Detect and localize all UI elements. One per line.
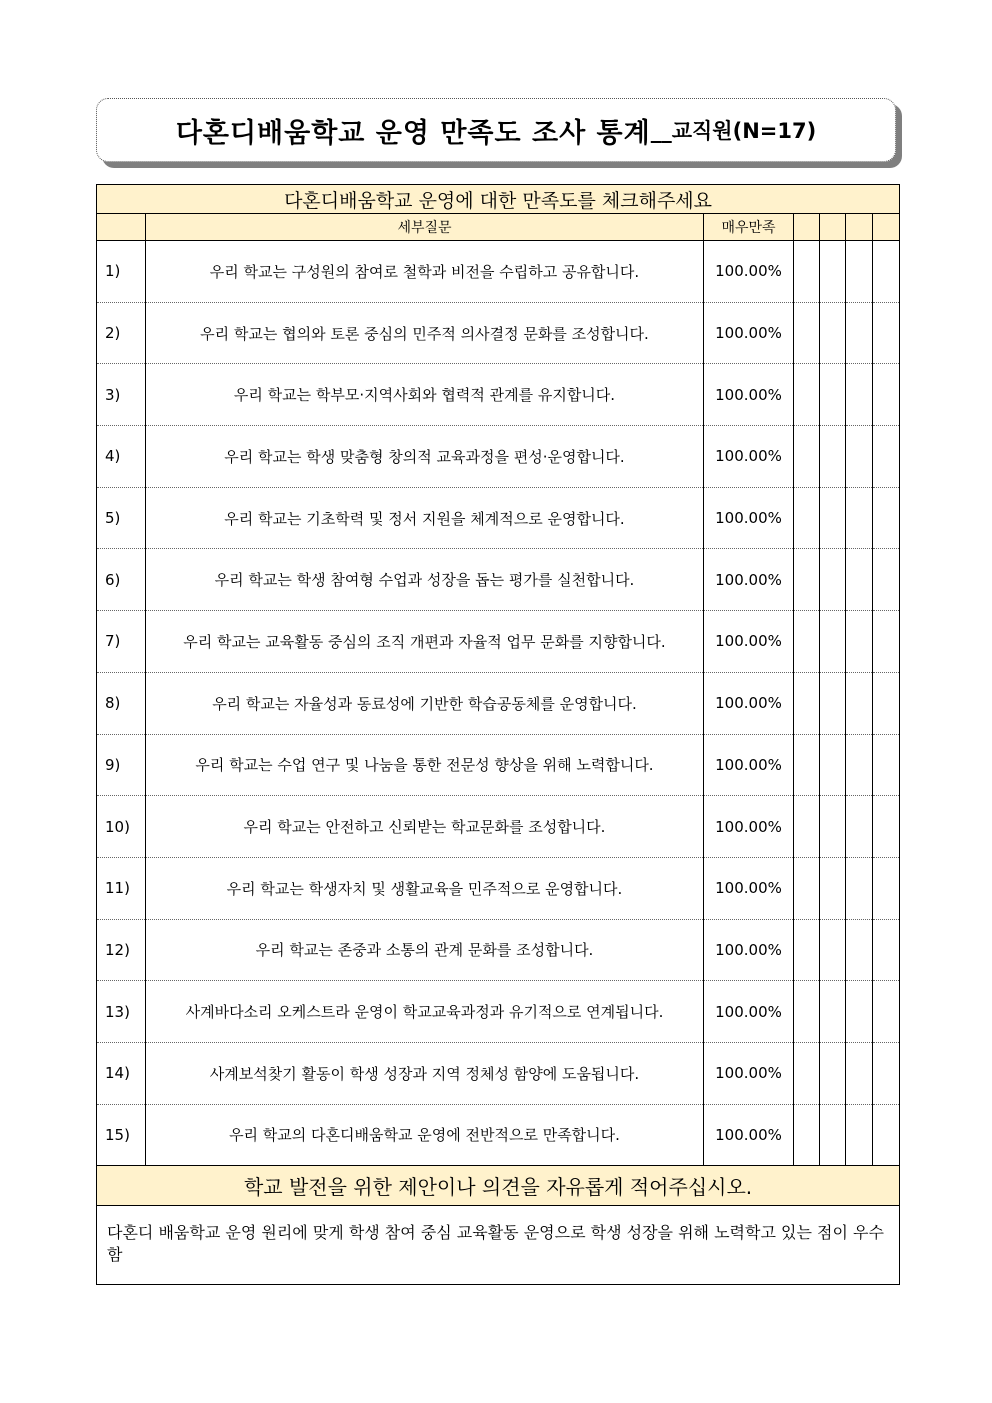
row-percentage: 100.00%	[704, 611, 794, 673]
row-empty-cell	[846, 302, 873, 364]
row-empty-cell	[873, 611, 900, 673]
row-empty-cell	[820, 241, 846, 303]
row-percentage: 100.00%	[704, 734, 794, 796]
row-empty-cell	[873, 672, 900, 734]
row-empty-cell	[794, 241, 820, 303]
row-number: 4)	[97, 426, 146, 488]
row-number: 13)	[97, 981, 146, 1043]
row-percentage: 100.00%	[704, 302, 794, 364]
table-row	[97, 241, 900, 303]
row-empty-cell	[820, 981, 846, 1043]
row-empty-cell	[846, 672, 873, 734]
table-row	[97, 549, 900, 611]
row-number: 1)	[97, 241, 146, 303]
row-empty-cell	[794, 611, 820, 673]
table-row	[97, 487, 900, 549]
header-question: 세부질문	[146, 214, 704, 241]
row-empty-cell	[820, 857, 846, 919]
table-row	[97, 857, 900, 919]
comment-text: 다혼디 배움학교 운영 원리에 맞게 학생 참여 중심 교육활동 운영으로 학생 성장을 위해 노력학고 있는 점이 우수함	[97, 1206, 900, 1285]
row-number: 8)	[97, 672, 146, 734]
row-empty-cell	[873, 796, 900, 858]
table-header-row	[97, 214, 900, 241]
row-question: 우리 학교는 기초학력 및 정서 지원을 체계적으로 운영합니다.	[146, 487, 704, 549]
row-number: 6)	[97, 549, 146, 611]
header-empty-cell	[794, 214, 820, 241]
row-question: 우리 학교는 구성원의 참여로 철학과 비전을 수립하고 공유합니다.	[146, 241, 704, 303]
row-question: 우리 학교는 학생자치 및 생활교육을 민주적으로 운영합니다.	[146, 857, 704, 919]
row-number: 9)	[97, 734, 146, 796]
table-row	[97, 672, 900, 734]
row-empty-cell	[846, 549, 873, 611]
row-number: 2)	[97, 302, 146, 364]
row-empty-cell	[794, 364, 820, 426]
row-empty-cell	[873, 364, 900, 426]
row-empty-cell	[820, 549, 846, 611]
row-question: 우리 학교는 협의와 토론 중심의 민주적 의사결정 문화를 조성합니다.	[146, 302, 704, 364]
row-empty-cell	[846, 426, 873, 488]
row-empty-cell	[846, 1104, 873, 1166]
row-empty-cell	[794, 549, 820, 611]
row-empty-cell	[820, 1042, 846, 1104]
table-row	[97, 426, 900, 488]
row-empty-cell	[820, 734, 846, 796]
row-question: 우리 학교는 교육활동 중심의 조직 개편과 자율적 업무 문화를 지향합니다.	[146, 611, 704, 673]
row-empty-cell	[820, 487, 846, 549]
row-question: 우리 학교는 존중과 소통의 관계 문화를 조성합니다.	[146, 919, 704, 981]
row-question: 우리 학교는 수업 연구 및 나눔을 통한 전문성 향상을 위해 노력합니다.	[146, 734, 704, 796]
row-percentage: 100.00%	[704, 364, 794, 426]
row-empty-cell	[846, 981, 873, 1043]
row-empty-cell	[846, 487, 873, 549]
row-percentage: 100.00%	[704, 1104, 794, 1166]
suggestion-banner: 학교 발전을 위한 제안이나 의견을 자유롭게 적어주십시오.	[97, 1166, 900, 1206]
row-empty-cell	[794, 487, 820, 549]
row-question: 우리 학교는 학생 참여형 수업과 성장을 돕는 평가를 실천합니다.	[146, 549, 704, 611]
table-row	[97, 302, 900, 364]
row-empty-cell	[820, 919, 846, 981]
row-question: 우리 학교의 다혼디배움학교 운영에 전반적으로 만족합니다.	[146, 1104, 704, 1166]
row-percentage: 100.00%	[704, 487, 794, 549]
table-row	[97, 919, 900, 981]
row-empty-cell	[794, 919, 820, 981]
row-number: 3)	[97, 364, 146, 426]
header-num-cell	[97, 214, 146, 241]
row-question: 우리 학교는 학부모·지역사회와 협력적 관계를 유지합니다.	[146, 364, 704, 426]
row-empty-cell	[820, 796, 846, 858]
row-number: 5)	[97, 487, 146, 549]
row-empty-cell	[794, 426, 820, 488]
row-empty-cell	[873, 734, 900, 796]
row-percentage: 100.00%	[704, 672, 794, 734]
row-number: 14)	[97, 1042, 146, 1104]
header-empty-cell	[846, 214, 873, 241]
row-question: 우리 학교는 학생 맞춤형 창의적 교육과정을 편성·운영합니다.	[146, 426, 704, 488]
header-rating: 매우만족	[704, 214, 794, 241]
row-empty-cell	[820, 611, 846, 673]
row-question: 우리 학교는 안전하고 신뢰받는 학교문화를 조성합니다.	[146, 796, 704, 858]
row-number: 15)	[97, 1104, 146, 1166]
row-percentage: 100.00%	[704, 981, 794, 1043]
row-empty-cell	[820, 302, 846, 364]
row-empty-cell	[794, 302, 820, 364]
table-row	[97, 611, 900, 673]
row-question: 사계바다소리 오케스트라 운영이 학교교육과정과 유기적으로 연계됩니다.	[146, 981, 704, 1043]
row-percentage: 100.00%	[704, 1042, 794, 1104]
row-empty-cell	[873, 549, 900, 611]
row-number: 12)	[97, 919, 146, 981]
row-empty-cell	[873, 857, 900, 919]
row-percentage: 100.00%	[704, 426, 794, 488]
row-question: 사계보석찾기 활동이 학생 성장과 지역 정체성 함양에 도움됩니다.	[146, 1042, 704, 1104]
row-percentage: 100.00%	[704, 549, 794, 611]
row-number: 7)	[97, 611, 146, 673]
row-empty-cell	[794, 672, 820, 734]
row-empty-cell	[873, 426, 900, 488]
row-empty-cell	[873, 1042, 900, 1104]
row-empty-cell	[846, 611, 873, 673]
row-empty-cell	[873, 981, 900, 1043]
row-percentage: 100.00%	[704, 796, 794, 858]
table-row	[97, 1104, 900, 1166]
row-empty-cell	[794, 981, 820, 1043]
page-title: 다혼디배움학교 운영 만족도 조사 통계	[175, 117, 651, 149]
header-empty-cell	[820, 214, 846, 241]
row-empty-cell	[794, 1104, 820, 1166]
row-empty-cell	[846, 857, 873, 919]
row-empty-cell	[820, 364, 846, 426]
row-number: 11)	[97, 857, 146, 919]
row-empty-cell	[846, 241, 873, 303]
row-empty-cell	[794, 796, 820, 858]
row-percentage: 100.00%	[704, 857, 794, 919]
header-empty-cell	[873, 214, 900, 241]
row-empty-cell	[820, 672, 846, 734]
page-subtitle: __교직원(N=17)	[650, 119, 817, 143]
survey-table	[96, 184, 900, 1285]
page-title-box	[96, 98, 896, 162]
table-row	[97, 796, 900, 858]
row-empty-cell	[820, 426, 846, 488]
table-row	[97, 981, 900, 1043]
row-empty-cell	[794, 1042, 820, 1104]
survey-banner: 다혼디배움학교 운영에 대한 만족도를 체크해주세요	[97, 185, 900, 214]
row-empty-cell	[846, 734, 873, 796]
row-number: 10)	[97, 796, 146, 858]
row-empty-cell	[846, 364, 873, 426]
row-empty-cell	[846, 1042, 873, 1104]
row-empty-cell	[873, 487, 900, 549]
row-percentage: 100.00%	[704, 241, 794, 303]
row-empty-cell	[794, 734, 820, 796]
row-empty-cell	[873, 1104, 900, 1166]
row-question: 우리 학교는 자율성과 동료성에 기반한 학습공동체를 운영합니다.	[146, 672, 704, 734]
row-empty-cell	[873, 241, 900, 303]
row-percentage: 100.00%	[704, 919, 794, 981]
row-empty-cell	[820, 1104, 846, 1166]
row-empty-cell	[794, 857, 820, 919]
row-empty-cell	[846, 796, 873, 858]
table-row	[97, 364, 900, 426]
table-row	[97, 1042, 900, 1104]
row-empty-cell	[846, 919, 873, 981]
row-empty-cell	[873, 302, 900, 364]
table-row	[97, 734, 900, 796]
row-empty-cell	[873, 919, 900, 981]
